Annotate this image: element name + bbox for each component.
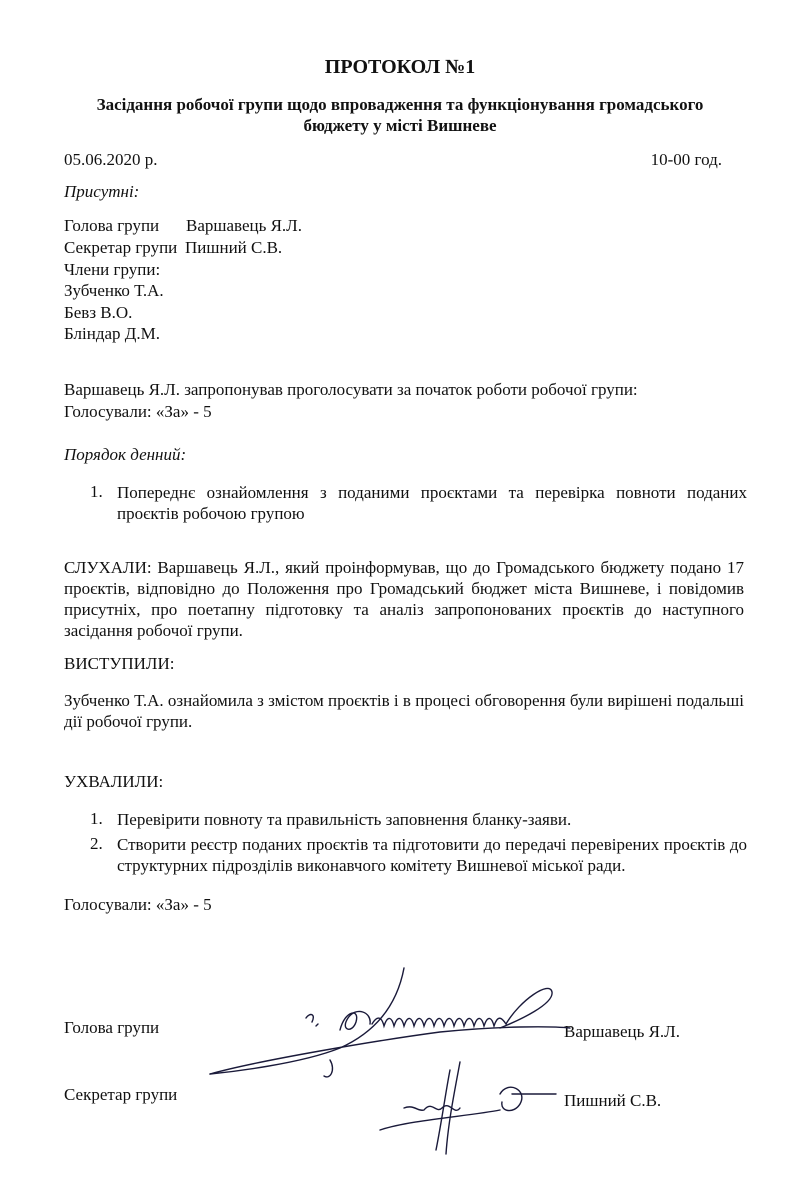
- member-item: Бліндар Д.М.: [64, 324, 160, 343]
- resolved-item-number: 1.: [90, 809, 103, 828]
- member-item: Бевз В.О.: [64, 303, 133, 322]
- proposal-text: Варшавець Я.Л. запропонував проголосувати за початок роботи робочої групи:: [64, 380, 638, 399]
- agenda-item-text: Попереднє ознайомлення з поданими проєктами та перевірка повноти поданих проєктів робочою групою: [117, 483, 747, 523]
- secretary-signature: [380, 1062, 556, 1154]
- spoke-label: ВИСТУПИЛИ:: [64, 654, 175, 673]
- document-title: ПРОТОКОЛ №1: [324, 56, 476, 78]
- agenda-item-number: 1.: [90, 482, 103, 501]
- meeting-time: 10-00 год.: [650, 150, 722, 169]
- head-signature: [210, 968, 570, 1077]
- vote-result-2: Голосували: «За» - 5: [64, 895, 212, 914]
- member-item: Зубченко Т.А.: [64, 281, 164, 300]
- document-subtitle: Засідання робочої групи щодо впровадження та функціонування громадського бюджету у місті Вишневе: [96, 95, 704, 135]
- head-label: Голова групи: [64, 216, 160, 235]
- resolved-label: УХВАЛИЛИ:: [64, 772, 164, 791]
- resolved-item-text: Створити реєстр поданих проєктів та підготовити до передачі перевірених проєктів до структурних підрозділів виконавчого комітету Вишневої міської ради.: [117, 835, 747, 875]
- spoke-paragraph: Зубченко Т.А. ознайомила з змістом проєктів і в процесі обговорення були вирішені подальші дії робочої групи.: [64, 691, 744, 731]
- heard-paragraph: СЛУХАЛИ: Варшавець Я.Л., який проінформував, що до Громадського бюджету подано 17 проєктів, відповідно до Положення про Громадський бюджет міста Вишневе, і повідомив присутніх, про поетапну підготовку та аналіз запропонованих проєктів до наступного засідання робочої групи.: [64, 558, 744, 640]
- resolved-item-number: 2.: [90, 834, 103, 853]
- secretary-name: Пишний С.В.: [185, 238, 283, 257]
- signature-secretary-name: Пишний С.В.: [564, 1091, 662, 1110]
- present-label: Присутні:: [64, 182, 140, 201]
- vote-result-1: Голосували: «За» - 5: [64, 402, 212, 421]
- signature-head-label: Голова групи: [64, 1018, 160, 1037]
- signature-secretary-label: Секретар групи: [64, 1085, 178, 1104]
- signature-head-name: Варшавець Я.Л.: [564, 1022, 680, 1041]
- meeting-date: 05.06.2020 р.: [64, 150, 158, 169]
- members-label: Члени групи:: [64, 260, 161, 279]
- agenda-label: Порядок денний:: [64, 445, 187, 464]
- secretary-label: Секретар групи: [64, 238, 178, 257]
- head-name: Варшавець Я.Л.: [186, 216, 302, 235]
- resolved-item-text: Перевірити повноту та правильність заповнення бланку-заяви.: [117, 810, 572, 829]
